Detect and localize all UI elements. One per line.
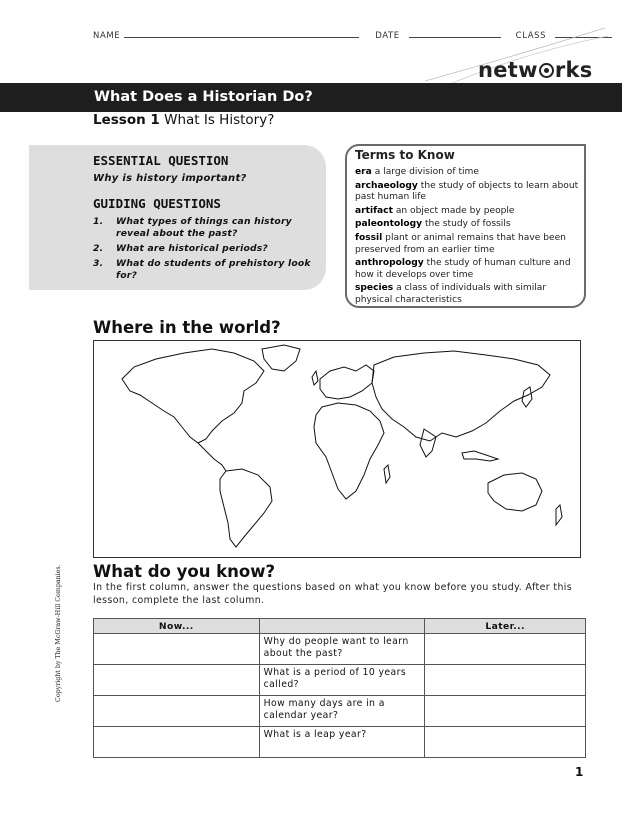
later-answer-cell[interactable] — [425, 634, 586, 665]
copyright-notice: Copyright by The McGraw-Hill Companies. — [55, 564, 62, 702]
lesson-heading — [93, 112, 274, 128]
now-column-header: Now... — [94, 619, 260, 634]
uk-outline — [312, 371, 318, 385]
now-answer-cell[interactable] — [94, 634, 260, 665]
term-entry: artifact an object made by people — [355, 205, 515, 216]
later-answer-cell[interactable] — [425, 727, 586, 758]
guiding-question: 2. What are historical periods? — [93, 243, 268, 254]
europe-outline — [320, 365, 374, 399]
table-header-row — [94, 619, 586, 634]
africa-outline — [314, 403, 384, 499]
world-map-frame — [93, 340, 581, 558]
central-america-outline — [198, 443, 226, 471]
north-america-outline — [122, 349, 264, 443]
term-entry: anthropology the study of human culture and how it develops over time — [355, 258, 571, 280]
networks-logo: netw rks — [478, 58, 593, 82]
later-answer-cell[interactable] — [425, 665, 586, 696]
guiding-question: 1. What types of things can history reveal about the past? — [93, 216, 292, 239]
chapter-title: What Does a Historian Do? — [94, 89, 313, 105]
term-entry: species a class of individuals with similar physical characteristics — [355, 283, 547, 305]
lesson-title: What Is History? — [164, 112, 275, 128]
greenland-outline — [262, 345, 300, 371]
term-entry: paleontology the study of fossils — [355, 219, 511, 230]
date-label: DATE — [375, 31, 400, 41]
now-later-table — [93, 618, 586, 758]
chapter-title-bar — [0, 83, 622, 112]
now-answer-cell[interactable] — [94, 727, 260, 758]
new-zealand-outline — [556, 505, 562, 525]
madagascar-outline — [384, 465, 390, 483]
india-outline — [420, 429, 436, 457]
question-column-header — [259, 619, 425, 634]
guiding-questions-heading: GUIDING QUESTIONS — [93, 196, 221, 211]
lesson-number: Lesson 1 — [93, 112, 160, 128]
now-answer-cell[interactable] — [94, 665, 260, 696]
guiding-questions-list — [93, 216, 318, 282]
term-entry: fossil plant or animal remains that have been preserved from an earlier time — [355, 232, 566, 255]
term-entry: era a large division of time — [355, 167, 479, 177]
later-column-header: Later... — [425, 619, 586, 634]
question-cell: How many days are in a calendar year? — [259, 696, 425, 727]
table-row — [94, 696, 586, 727]
south-america-outline — [220, 469, 272, 547]
australia-outline — [488, 473, 542, 511]
table-row — [94, 727, 586, 758]
page-number: 1 — [575, 765, 584, 779]
term-entry: archaeology the study of objects to learn about past human life — [355, 180, 579, 203]
indonesia-outline — [462, 451, 498, 461]
question-cell: What is a leap year? — [259, 727, 425, 758]
essential-question-content — [93, 153, 318, 285]
table-row — [94, 665, 586, 696]
question-cell: Why do people want to learn about the past? — [259, 634, 425, 665]
terms-list — [355, 167, 580, 309]
essential-question-text: Why is history important? — [93, 173, 247, 184]
table-row — [94, 634, 586, 665]
name-field[interactable] — [124, 29, 359, 38]
know-heading: What do you know? — [93, 562, 276, 581]
logo-globe-icon — [539, 63, 554, 78]
world-map-outline — [94, 341, 579, 556]
map-heading: Where in the world? — [93, 318, 281, 337]
essential-question-heading: ESSENTIAL QUESTION — [93, 153, 229, 168]
class-label: CLASS — [515, 31, 547, 41]
know-instructions: In the first column, answer the questions based on what you know before you study. After this lesson, complete the last column. — [93, 582, 573, 606]
question-cell: What is a period of 10 years called? — [259, 665, 425, 696]
name-label: NAME — [93, 31, 121, 41]
later-answer-cell[interactable] — [425, 696, 586, 727]
now-answer-cell[interactable] — [94, 696, 260, 727]
terms-heading: Terms to Know — [355, 148, 455, 162]
guiding-question: 3. What do students of prehistory look for? — [93, 258, 311, 281]
